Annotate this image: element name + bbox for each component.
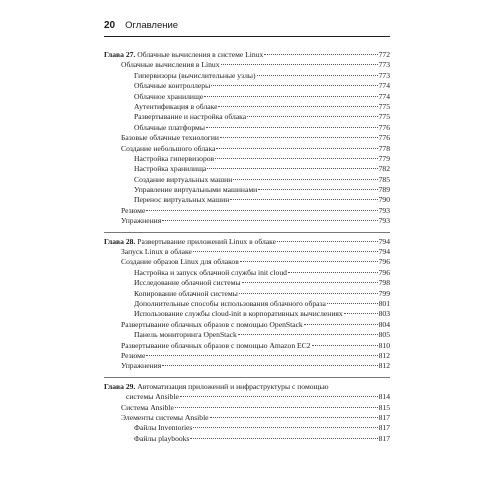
toc-page-number: 779 [378,153,390,163]
toc-entry [104,434,390,444]
toc-page-number: 803 [378,309,390,319]
toc-entry [104,133,390,143]
toc-page-number: 785 [378,174,390,184]
toc-page-number: 794 [378,247,390,257]
toc-entry [104,185,390,195]
dot-leader [221,64,378,65]
toc-entry [104,257,390,267]
chapter-number: Глава 29. [104,381,136,391]
toc-page-number: 812 [378,350,390,360]
dot-leader [146,210,377,211]
dot-leader [312,345,378,346]
toc-entry-title: Дополнительные способы использования облачного образа [134,298,326,308]
dot-leader [210,417,378,418]
toc-entry-title: Использование службы cloud-init в корпоративных вычислениях [134,309,343,319]
toc-entry [104,144,390,154]
toc-entry-title: Резюме [121,205,146,215]
dot-leader [247,116,377,117]
dot-leader [288,272,378,273]
dot-leader [220,137,378,138]
toc-section [104,50,390,227]
toc-entry-title: Настройка и запуск облачной службы init cloud [134,267,287,277]
chapter-title: Автоматизация приложений и инфраструктуры с помощью [135,381,329,391]
toc-page-number: 805 [378,330,390,340]
toc-page-number: 817 [378,412,390,422]
dot-leader [215,158,377,159]
toc-entry-title [104,382,329,392]
toc-entry-title: Панель мониторинга OpenStack [134,330,237,340]
toc-entry [104,112,390,122]
toc-entry [104,309,390,319]
dot-leader [162,220,377,221]
toc-entry [104,289,390,299]
toc-entry-title [104,50,263,60]
toc-entry [104,154,390,164]
toc-entry-title: Развертывание и настройка облака [134,112,247,122]
dot-leader [240,261,378,262]
toc-entry [104,102,390,112]
chapter-number: Глава 28. [104,236,136,246]
toc-entry-title: Облачные вычисления в Linux [121,60,220,70]
toc-page-number: 773 [378,60,390,70]
toc-page-number: 817 [378,433,390,443]
dot-leader [180,396,378,397]
toc-entry-title: Настройка хранилища [134,164,207,174]
chapter-title: Развертывание приложений Linux в облаке [135,236,277,246]
toc-entry-title: Упражнения [121,361,162,371]
toc-entry-title: Создание образов Linux для облаков [121,257,239,267]
toc-page-number: 812 [378,361,390,371]
toc-chapter-entry [104,50,390,60]
toc-entry-title: Запуск Linux в облаке [121,247,192,257]
toc-entry-title: Настройка гипервизоров [134,153,215,163]
section-divider [104,232,390,233]
dot-leader [204,96,377,97]
toc-entry [104,278,390,288]
toc-page-number: 773 [378,70,390,80]
toc-page-number: 790 [378,195,390,205]
toc-page-number: 774 [378,91,390,101]
toc-entry-title: Система Ansible [121,402,174,412]
toc-page-number: 810 [378,340,390,350]
toc-page-number: 789 [378,185,390,195]
dot-leader [230,199,377,200]
toc-entry-title: Управление виртуальными машинами [134,185,258,195]
toc-chapter-entry [104,237,390,247]
table-of-contents [104,50,390,444]
toc-page-number: 776 [378,133,390,143]
toc-entry [104,351,390,361]
dot-leader [207,168,377,169]
dot-leader [304,324,378,325]
dot-leader [277,241,378,242]
toc-page-number: 799 [378,288,390,298]
toc-page-number: 815 [378,402,390,412]
dot-leader [257,75,378,76]
toc-entry [104,71,390,81]
toc-page-number: 793 [378,205,390,215]
toc-page-number: 772 [378,50,390,59]
dot-leader [218,106,377,107]
toc-entry [104,330,390,340]
toc-entry [104,175,390,185]
toc-entry-title [104,237,276,247]
dot-leader [327,303,378,304]
toc-entry [104,164,390,174]
toc-entry-title: Копирование облачной системы [134,288,238,298]
toc-section [104,382,390,444]
toc-entry [104,60,390,70]
toc-entry [104,320,390,330]
page-number: 20 [104,20,116,31]
toc-entry [104,299,390,309]
toc-entry-title: Гипервизоры (вычислительные узлы) [134,70,256,80]
toc-entry-title: Исследование облачной системы [134,278,241,288]
toc-entry [104,361,390,371]
toc-entry-title: Облачные платформы [134,122,205,132]
toc-chapter-entry-continued [104,392,390,402]
toc-section [104,237,390,372]
toc-entry [104,247,390,257]
running-head [104,20,390,37]
toc-entry [104,413,390,423]
dot-leader [216,148,377,149]
dot-leader [193,251,378,252]
toc-page-number: 796 [378,257,390,267]
dot-leader [239,293,378,294]
toc-entry-title: Файлы Inventories [134,423,193,433]
toc-entry [104,81,390,91]
toc-entry [104,216,390,226]
toc-entry-title: Облачное хранилище [134,91,204,101]
toc-page-number: 774 [378,81,390,91]
toc-entry [104,123,390,133]
toc-entry-title: Перенос виртуальных машин [134,195,230,205]
dot-leader [242,282,378,283]
toc-entry [104,341,390,351]
toc-entry-title: Упражнения [121,216,162,226]
dot-leader [233,179,377,180]
toc-page-number: 778 [378,143,390,153]
toc-entry-title: Создание небольшого облака [121,143,216,153]
dot-leader [211,85,377,86]
toc-entry-title: Развертывание облачных образов с помощью OpenStack [121,319,303,329]
section-divider [104,377,390,378]
dot-leader [258,189,377,190]
toc-entry-title: Аутентификация в облаке [134,101,218,111]
toc-page-number: 798 [378,278,390,288]
chapter-number: Глава 27. [104,50,136,59]
dot-leader [344,313,378,314]
toc-page-number: 801 [378,298,390,308]
toc-page-number: 794 [378,236,390,246]
dot-leader [175,407,378,408]
toc-entry [104,423,390,433]
dot-leader [206,127,378,128]
chapter-title-line2: системы Ansible [126,392,179,402]
toc-page-number: 776 [378,122,390,132]
toc-entry [104,268,390,278]
toc-entry [104,403,390,413]
dot-leader [193,427,377,428]
toc-entry-title: Резюме [121,350,146,360]
toc-entry-title: Базовые облачные технологии [121,133,219,143]
dot-leader [190,438,377,439]
dot-leader [238,334,378,335]
toc-page-number: 793 [378,216,390,226]
toc-page-number: 782 [378,164,390,174]
toc-page-number: 817 [378,423,390,433]
running-title: Оглавление [125,20,179,31]
toc-page-number: 775 [378,101,390,111]
toc-entry-title: Создание виртуальных машин [134,174,233,184]
dot-leader [264,54,377,55]
toc-page-number: 814 [378,392,390,402]
dot-leader [146,355,377,356]
toc-page-number: 775 [378,112,390,122]
toc-entry-title: Элементы системы Ansible [121,412,209,422]
toc-entry [104,206,390,216]
toc-page-number: 796 [378,267,390,277]
toc-entry-title: Файлы playbooks [134,433,190,443]
toc-entry [104,92,390,102]
toc-chapter-entry [104,382,390,392]
toc-page-number: 804 [378,319,390,329]
toc-entry [104,195,390,205]
toc-entry-title: Облачные контроллеры [134,81,211,91]
chapter-title: Облачные вычисления в системе Linux [135,50,264,59]
dot-leader [162,365,377,366]
toc-entry-title: Развертывание облачных образов с помощью Amazon EC2 [121,340,311,350]
